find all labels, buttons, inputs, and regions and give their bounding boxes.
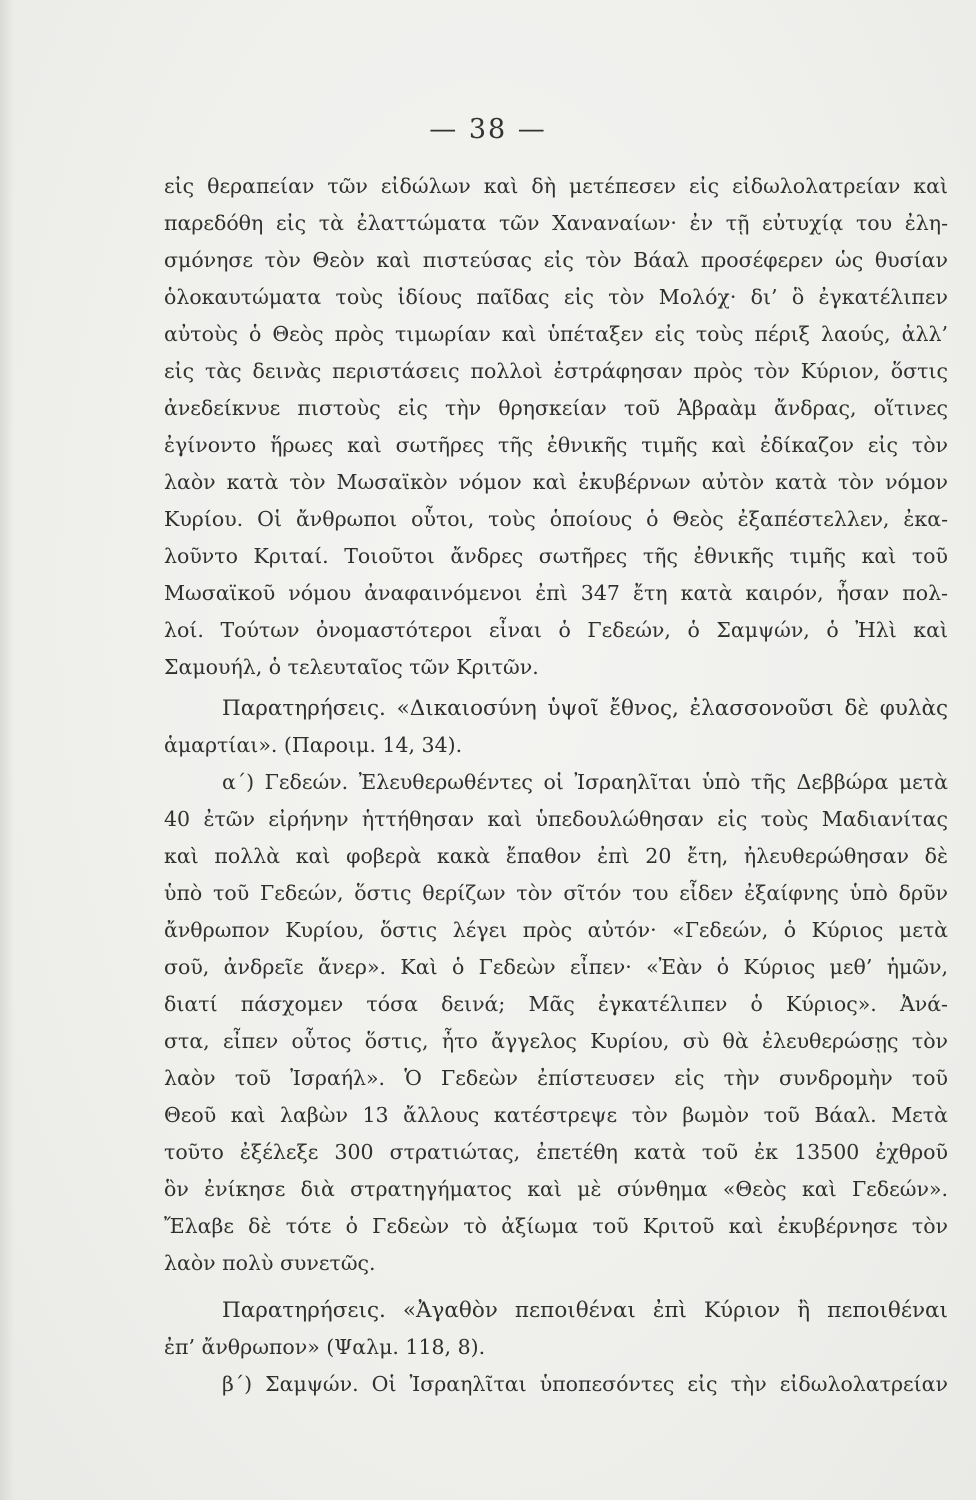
text-line: 40 ἐτῶν εἰρήνην ἡττήθησαν καὶ ὑπεδουλώθησαν εἰς τοὺς Μαδιανίτας: [164, 807, 948, 831]
page-number: — 38 —: [429, 114, 547, 145]
text-line: εἰς τὰς δεινὰς περιστάσεις πολλοὶ ἐστράφησαν πρὸς τὸν Κύριον, ὅστις: [164, 359, 948, 383]
text-line: λαὸν κατὰ τὸν Μωσαϊκὸν νόμον καὶ ἐκυβέρνων αὐτὸν κατὰ τὸν νόμον: [164, 470, 948, 494]
text-line: ὑπὸ τοῦ Γεδεών, ὅστις θερίζων τὸν σῖτόν του εἶδεν ἐξαίφνης ὑπὸ δρῦν: [164, 881, 948, 905]
text-line: Σαμουήλ, ὁ τελευταῖος τῶν Κριτῶν.: [164, 655, 539, 679]
text-line: Θεοῦ καὶ λαβὼν 13 ἄλλους κατέστρεψε τὸν βωμὸν τοῦ Βάαλ. Μετὰ: [164, 1103, 948, 1127]
text-line: λαὸν πολὺ συνετῶς.: [164, 1251, 376, 1275]
remarks-heading-line: Παρατηρήσεις. «Ἀγαθὸν πεποιθέναι ἐπὶ Κύριον ἢ πεποιθέναι: [222, 1298, 948, 1323]
text-line: σμόνησε τὸν Θεὸν καὶ πιστεύσας εἰς τὸν Βάαλ προσέφερεν ὡς θυσίαν: [164, 248, 948, 272]
text-line: ἐγίνοντο ἥρωες καὶ σωτῆρες τῆς ἐθνικῆς τιμῆς καὶ ἐδίκαζον εἰς τὸν: [164, 433, 948, 457]
page-gutter-shadow: [0, 0, 14, 1500]
section-heading-line: α΄) Γεδεών. Ἐλευθερωθέντες οἱ Ἰσραηλῖται ὑπὸ τῆς Δεββώρα μετὰ: [222, 770, 948, 794]
text-line: ἄνθρωπον Κυρίου, ὅστις λέγει πρὸς αὐτόν· «Γεδεών, ὁ Κύριος μετὰ: [164, 918, 948, 942]
text-line: Ἔλαβε δὲ τότε ὁ Γεδεὼν τὸ ἀξίωμα τοῦ Κριτοῦ καὶ ἐκυβέρνησε τὸν: [164, 1214, 948, 1238]
text-line: ἁμαρτίαι». (Παροιμ. 14, 34).: [164, 733, 463, 757]
text-line: αὐτοὺς ὁ Θεὸς πρὸς τιμωρίαν καὶ ὑπέταξεν εἰς τοὺς πέριξ λαούς, ἀλλ’: [164, 322, 948, 346]
text-line: λοί. Τούτων ὀνομαστότεροι εἶναι ὁ Γεδεών, ὁ Σαμψών, ὁ Ἠλὶ καὶ: [164, 618, 948, 642]
text-line: ὃν ἐνίκησε διὰ στρατηγήματος καὶ μὲ σύνθημα «Θεὸς καὶ Γεδεών».: [164, 1177, 948, 1201]
text-line: εἰς θεραπείαν τῶν εἰδώλων καὶ δὴ μετέπεσεν εἰς εἰδωλολατρείαν καὶ: [164, 174, 948, 198]
text-line: Κυρίου. Οἱ ἄνθρωποι οὗτοι, τοὺς ὁποίους ὁ Θεὸς ἐξαπέστελλεν, ἐκα-: [164, 507, 948, 531]
remarks-heading-line: Παρατηρήσεις. «Δικαιοσύνη ὑψοῖ ἔθνος, ἐλασσονοῦσι δὲ φυλὰς: [222, 696, 948, 721]
section-heading-line: β΄) Σαμψών. Οἱ Ἰσραηλῖται ὑποπεσόντες εἰς τὴν εἰδωλολατρείαν: [222, 1372, 948, 1396]
text-line: ἀνεδείκνυε πιστοὺς εἰς τὴν θρησκείαν τοῦ Ἀβραὰμ ἄνδρας, οἵτινες: [164, 396, 948, 420]
text-line: τοῦτο ἐξέλεξε 300 στρατιώτας, ἐπετέθη κατὰ τοῦ ἐκ 13500 ἐχθροῦ: [164, 1140, 948, 1164]
text-line: λαὸν τοῦ Ἰσραήλ». Ὁ Γεδεὼν ἐπίστευσεν εἰς τὴν συνδρομὴν τοῦ: [164, 1066, 948, 1090]
text-line: ἐπ’ ἄνθρωπον» (Ψαλμ. 118, 8).: [164, 1335, 486, 1359]
text-line: σοῦ, ἀνδρεῖε ἄνερ». Καὶ ὁ Γεδεὼν εἶπεν· «Ἐὰν ὁ Κύριος μεθ’ ἡμῶν,: [164, 955, 948, 979]
text-line: ὁλοκαυτώματα τοὺς ἰδίους παῖδας εἰς τὸν Μολόχ· δι’ ὃ ἐγκατέλιπεν: [164, 285, 948, 309]
text-line: λοῦντο Κριταί. Τοιοῦτοι ἄνδρες σωτῆρες τῆς ἐθνικῆς τιμῆς καὶ τοῦ: [164, 544, 948, 568]
text-line: διατί πάσχομεν τόσα δεινά; Μᾶς ἐγκατέλιπεν ὁ Κύριος». Ἀνά-: [164, 992, 948, 1016]
text-line: Μωσαϊκοῦ νόμου ἀναφαινόμενοι ἐπὶ 347 ἔτη κατὰ καιρόν, ἦσαν πολ-: [164, 581, 948, 605]
text-line: στα, εἶπεν οὗτος ὅστις, ἦτο ἄγγελος Κυρίου, σὺ θὰ ἐλευθερώσῃς τὸν: [164, 1029, 948, 1053]
text-line: καὶ πολλὰ καὶ φοβερὰ κακὰ ἔπαθον ἐπὶ 20 ἔτη, ἠλευθερώθησαν δὲ: [164, 844, 948, 868]
page-body-text: [164, 168, 948, 1403]
text-line: παρεδόθη εἰς τὰ ἐλαττώματα τῶν Χαναναίων· ἐν τῇ εὐτυχίᾳ του ἐλη-: [164, 211, 948, 235]
